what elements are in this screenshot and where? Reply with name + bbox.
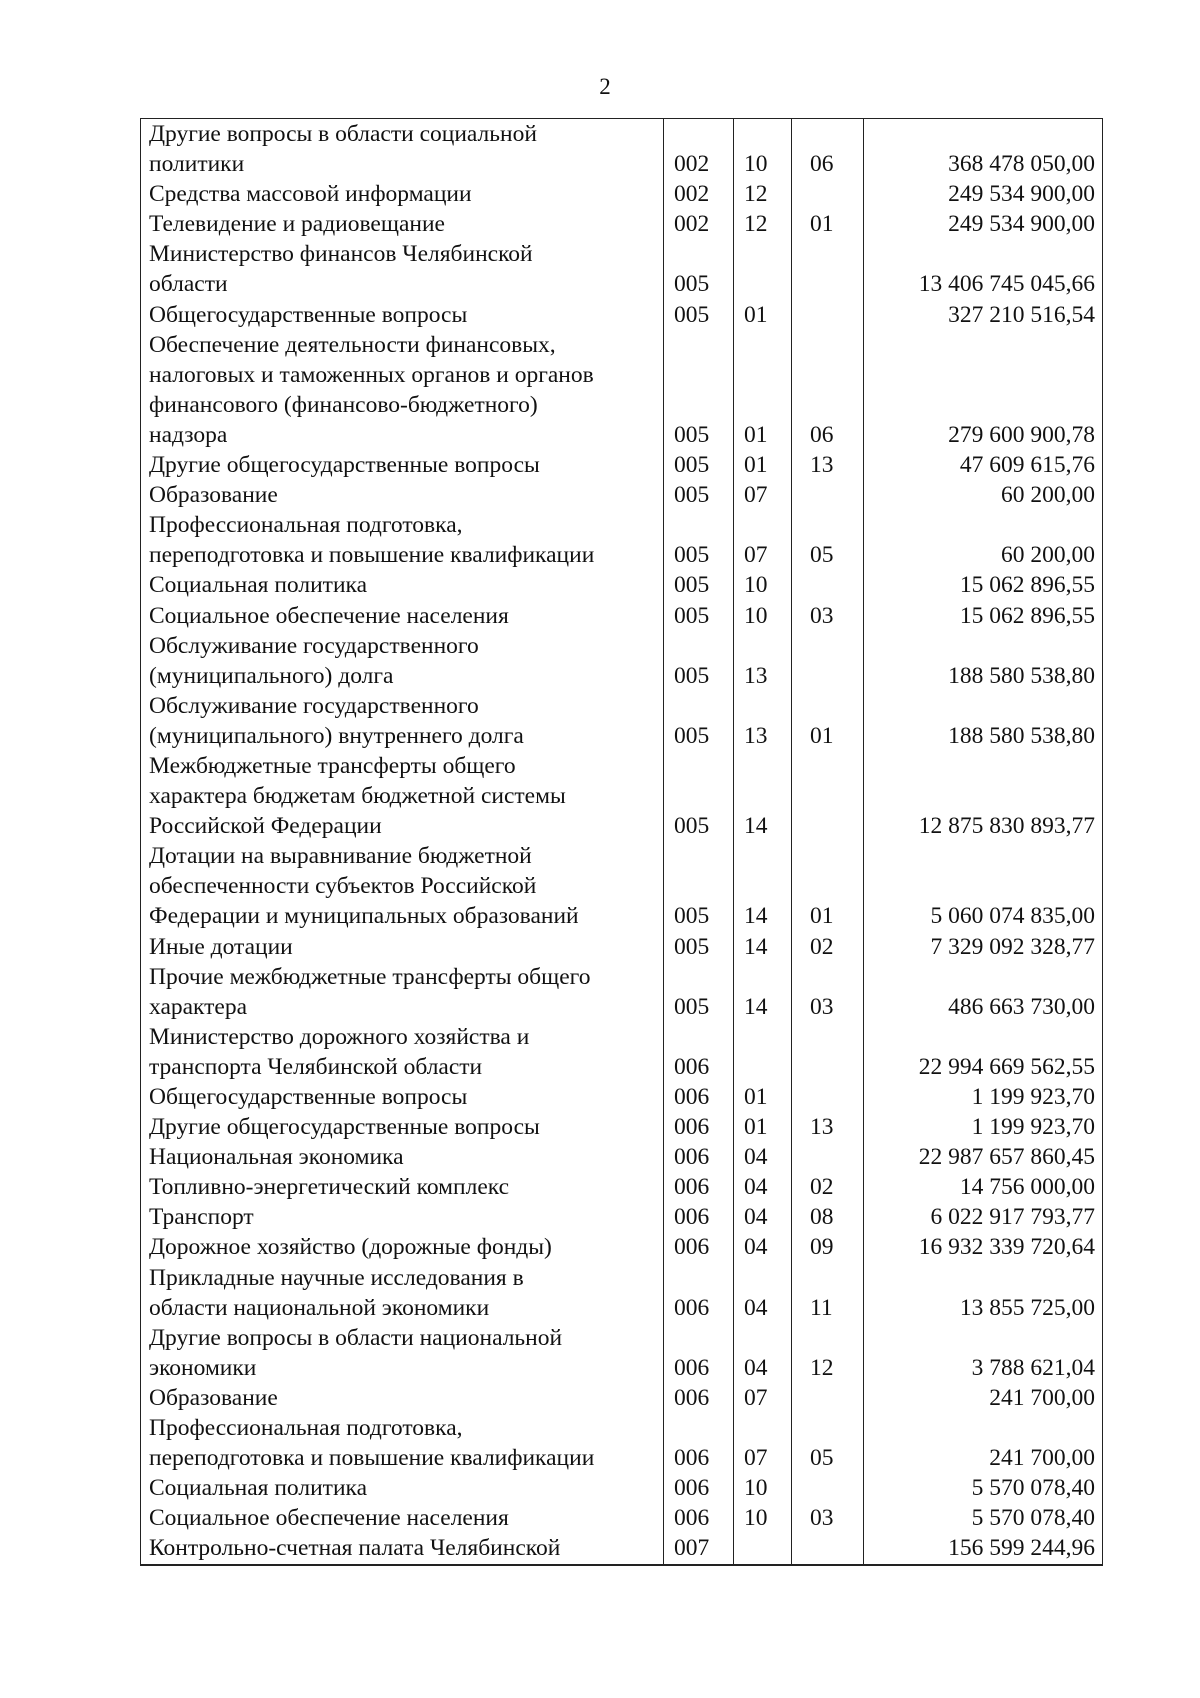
expense-name-cell: [141, 932, 664, 962]
amount-cell: 3 788 621,04: [864, 1323, 1103, 1383]
subsection-code-cell: [792, 1533, 864, 1564]
expense-name-line: Социальная политика: [149, 572, 368, 599]
section-code-cell: 01: [734, 1082, 792, 1112]
ministry-code-cell: 006: [664, 1232, 734, 1262]
table-row: [141, 450, 1103, 480]
subsection-code-cell: 13: [792, 450, 864, 480]
ministry-code-cell: 005: [664, 601, 734, 631]
table-row: [141, 1202, 1103, 1232]
expense-name-cell: [141, 1022, 664, 1082]
section-code-cell: 07: [734, 510, 792, 570]
ministry-code-cell: 006: [664, 1202, 734, 1232]
section-code-cell: 12: [734, 179, 792, 209]
ministry-code-cell: 005: [664, 751, 734, 841]
ministry-code-cell: 006: [664, 1082, 734, 1112]
amount-cell: 22 994 669 562,55: [864, 1022, 1103, 1082]
expense-name-line: Топливно-энергетический комплекс: [149, 1174, 510, 1201]
table-row: [141, 962, 1103, 1022]
amount-cell: 60 200,00: [864, 480, 1103, 510]
ministry-code-cell: 005: [664, 330, 734, 450]
expense-name-line: Федерации и муниципальных образований: [149, 903, 579, 930]
subsection-code-cell: [792, 1383, 864, 1413]
expense-name-line: финансового (финансово-бюджетного): [149, 391, 538, 418]
expense-name-line: Социальное обеспечение населения: [149, 602, 509, 629]
amount-cell: 15 062 896,55: [864, 570, 1103, 600]
expense-name-line: переподготовка и повышение квалификации: [149, 542, 595, 569]
expense-name-line: политики: [149, 151, 245, 178]
section-code-cell: 10: [734, 1503, 792, 1533]
section-code-cell: 01: [734, 450, 792, 480]
expense-name-cell: [141, 1142, 664, 1172]
section-code-cell: [734, 1022, 792, 1082]
section-code-cell: 01: [734, 300, 792, 330]
section-code-cell: 07: [734, 1383, 792, 1413]
expense-name-line: (муниципального) долга: [149, 662, 394, 689]
expense-name-line: транспорта Челябинской области: [149, 1053, 483, 1080]
amount-cell: 22 987 657 860,45: [864, 1142, 1103, 1172]
section-code-cell: 01: [734, 330, 792, 450]
expense-name-line: Профессиональная подготовка,: [149, 512, 463, 539]
table-row: [141, 1232, 1103, 1262]
subsection-code-cell: 03: [792, 1503, 864, 1533]
expense-name-line: Средства массовой информации: [149, 181, 472, 208]
section-code-cell: [734, 239, 792, 299]
budget-table-body: [141, 119, 1103, 1565]
expense-name-line: Национальная экономика: [149, 1144, 404, 1171]
expense-name-line: Иные дотации: [149, 933, 293, 960]
subsection-code-cell: 06: [792, 119, 864, 180]
expense-name-cell: [141, 601, 664, 631]
table-row: [141, 1413, 1103, 1473]
table-row: [141, 1082, 1103, 1112]
amount-cell: 156 599 244,96: [864, 1533, 1103, 1564]
table-row: [141, 1142, 1103, 1172]
expense-name-line: (муниципального) внутреннего долга: [149, 722, 524, 749]
expense-name-cell: [141, 179, 664, 209]
ministry-code-cell: 006: [664, 1413, 734, 1473]
expense-name-line: Другие вопросы в области социальной: [149, 121, 537, 147]
expense-name-cell: [141, 510, 664, 570]
amount-cell: 7 329 092 328,77: [864, 932, 1103, 962]
expense-name-cell: [141, 1413, 664, 1473]
table-row: [141, 1383, 1103, 1413]
subsection-code-cell: 01: [792, 209, 864, 239]
expense-name-line: Обслуживание государственного: [149, 632, 479, 659]
ministry-code-cell: 005: [664, 300, 734, 330]
expense-name-line: экономики: [149, 1354, 257, 1381]
amount-cell: 14 756 000,00: [864, 1172, 1103, 1202]
expense-name-line: Образование: [149, 482, 278, 509]
ministry-code-cell: 005: [664, 962, 734, 1022]
expense-name-cell: [141, 1383, 664, 1413]
ministry-code-cell: 005: [664, 932, 734, 962]
ministry-code-cell: 002: [664, 209, 734, 239]
section-code-cell: 10: [734, 601, 792, 631]
amount-cell: 6 022 917 793,77: [864, 1202, 1103, 1232]
expense-name-cell: [141, 962, 664, 1022]
expense-name-line: надзора: [149, 421, 228, 448]
expense-name-cell: [141, 1172, 664, 1202]
expense-name-line: Другие общегосударственные вопросы: [149, 1114, 540, 1141]
expense-name-line: Дотации на выравнивание бюджетной: [149, 843, 532, 870]
table-row: [141, 119, 1103, 180]
section-code-cell: 07: [734, 1413, 792, 1473]
table-row: [141, 1263, 1103, 1323]
expense-name-cell: [141, 1503, 664, 1533]
expense-name-cell: [141, 1232, 664, 1262]
section-code-cell: 10: [734, 119, 792, 180]
expense-name-cell: [141, 480, 664, 510]
section-code-cell: 04: [734, 1142, 792, 1172]
subsection-code-cell: [792, 631, 864, 691]
section-code-cell: 01: [734, 1112, 792, 1142]
expense-name-line: Обеспечение деятельности финансовых,: [149, 331, 556, 358]
expense-name-cell: [141, 209, 664, 239]
section-code-cell: 10: [734, 570, 792, 600]
expense-name-line: Другие общегосударственные вопросы: [149, 452, 540, 479]
ministry-code-cell: 006: [664, 1022, 734, 1082]
expense-name-line: налоговых и таможенных органов и органов: [149, 361, 594, 388]
subsection-code-cell: 12: [792, 1323, 864, 1383]
expense-name-cell: [141, 691, 664, 751]
subsection-code-cell: [792, 480, 864, 510]
expense-name-line: Министерство финансов Челябинской: [149, 241, 533, 268]
expense-name-line: Российской Федерации: [149, 813, 382, 840]
expense-name-cell: [141, 841, 664, 931]
amount-cell: 241 700,00: [864, 1413, 1103, 1473]
table-row: [141, 480, 1103, 510]
expense-name-cell: [141, 1112, 664, 1142]
table-row: [141, 601, 1103, 631]
section-code-cell: 04: [734, 1232, 792, 1262]
ministry-code-cell: 005: [664, 239, 734, 299]
expense-name-line: Телевидение и радиовещание: [149, 211, 445, 238]
amount-cell: 188 580 538,80: [864, 691, 1103, 751]
subsection-code-cell: 13: [792, 1112, 864, 1142]
expense-name-cell: [141, 1082, 664, 1112]
expense-name-cell: [141, 1263, 664, 1323]
table-row: [141, 510, 1103, 570]
ministry-code-cell: 005: [664, 510, 734, 570]
expense-name-cell: [141, 631, 664, 691]
subsection-code-cell: 05: [792, 1413, 864, 1473]
table-row: [141, 1022, 1103, 1082]
ministry-code-cell: 005: [664, 450, 734, 480]
expense-name-line: Другие вопросы в области национальной: [149, 1324, 563, 1351]
expense-name-cell: [141, 239, 664, 299]
ministry-code-cell: 006: [664, 1142, 734, 1172]
subsection-code-cell: [792, 751, 864, 841]
section-code-cell: 14: [734, 751, 792, 841]
section-code-cell: 13: [734, 691, 792, 751]
table-row: [141, 239, 1103, 299]
expense-name-cell: [141, 119, 664, 180]
ministry-code-cell: 006: [664, 1112, 734, 1142]
table-row: [141, 1323, 1103, 1383]
expense-name-cell: [141, 570, 664, 600]
expense-name-line: области: [149, 271, 228, 298]
expense-name-line: Социальное обеспечение населения: [149, 1505, 509, 1532]
amount-cell: 188 580 538,80: [864, 631, 1103, 691]
amount-cell: 13 406 745 045,66: [864, 239, 1103, 299]
expense-name-line: характера бюджетам бюджетной системы: [149, 783, 566, 810]
subsection-code-cell: 01: [792, 691, 864, 751]
subsection-code-cell: [792, 570, 864, 600]
section-code-cell: 07: [734, 480, 792, 510]
section-code-cell: 12: [734, 209, 792, 239]
amount-cell: 249 534 900,00: [864, 179, 1103, 209]
subsection-code-cell: 06: [792, 330, 864, 450]
amount-cell: 241 700,00: [864, 1383, 1103, 1413]
expense-name-line: Образование: [149, 1384, 278, 1411]
ministry-code-cell: 006: [664, 1172, 734, 1202]
expense-name-cell: [141, 450, 664, 480]
subsection-code-cell: [792, 239, 864, 299]
amount-cell: 1 199 923,70: [864, 1082, 1103, 1112]
table-row: [141, 1533, 1103, 1564]
expense-name-line: Транспорт: [149, 1204, 254, 1231]
table-row: [141, 841, 1103, 931]
expense-name-cell: [141, 1473, 664, 1503]
expense-name-cell: [141, 300, 664, 330]
section-code-cell: 10: [734, 1473, 792, 1503]
subsection-code-cell: [792, 1142, 864, 1172]
subsection-code-cell: [792, 300, 864, 330]
table-row: [141, 691, 1103, 751]
section-code-cell: 14: [734, 962, 792, 1022]
section-code-cell: 04: [734, 1323, 792, 1383]
expense-name-cell: [141, 751, 664, 841]
table-row: [141, 631, 1103, 691]
amount-cell: 1 199 923,70: [864, 1112, 1103, 1142]
table-row: [141, 179, 1103, 209]
table-row: [141, 1473, 1103, 1503]
expense-name-line: Общегосударственные вопросы: [149, 301, 468, 328]
subsection-code-cell: 09: [792, 1232, 864, 1262]
table-row: [141, 1112, 1103, 1142]
subsection-code-cell: 08: [792, 1202, 864, 1232]
expense-name-line: Прикладные научные исследования в: [149, 1264, 524, 1291]
subsection-code-cell: 02: [792, 932, 864, 962]
subsection-code-cell: [792, 1082, 864, 1112]
expense-name-line: Социальная политика: [149, 1475, 368, 1502]
table-row: [141, 932, 1103, 962]
amount-cell: 13 855 725,00: [864, 1263, 1103, 1323]
ministry-code-cell: 006: [664, 1383, 734, 1413]
expense-name-line: Обслуживание государственного: [149, 692, 479, 719]
expense-name-cell: [141, 1533, 664, 1564]
subsection-code-cell: 05: [792, 510, 864, 570]
amount-cell: 327 210 516,54: [864, 300, 1103, 330]
table-row: [141, 570, 1103, 600]
expense-name-line: Контрольно-счетная палата Челябинской: [149, 1535, 561, 1562]
ministry-code-cell: 005: [664, 631, 734, 691]
amount-cell: 279 600 900,78: [864, 330, 1103, 450]
ministry-code-cell: 002: [664, 119, 734, 180]
section-code-cell: 04: [734, 1263, 792, 1323]
ministry-code-cell: 005: [664, 841, 734, 931]
expense-name-cell: [141, 1323, 664, 1383]
amount-cell: 15 062 896,55: [864, 601, 1103, 631]
expense-name-line: Профессиональная подготовка,: [149, 1415, 463, 1442]
table-row: [141, 330, 1103, 450]
subsection-code-cell: [792, 1022, 864, 1082]
amount-cell: 368 478 050,00: [864, 119, 1103, 180]
expense-name-line: Общегосударственные вопросы: [149, 1084, 468, 1110]
ministry-code-cell: 006: [664, 1473, 734, 1503]
expense-name-cell: [141, 1202, 664, 1232]
subsection-code-cell: 03: [792, 962, 864, 1022]
section-code-cell: 14: [734, 932, 792, 962]
subsection-code-cell: 02: [792, 1172, 864, 1202]
subsection-code-cell: 03: [792, 601, 864, 631]
amount-cell: 5 570 078,40: [864, 1503, 1103, 1533]
ministry-code-cell: 006: [664, 1263, 734, 1323]
amount-cell: 486 663 730,00: [864, 962, 1103, 1022]
amount-cell: 47 609 615,76: [864, 450, 1103, 480]
section-code-cell: [734, 1533, 792, 1564]
table-row: [141, 300, 1103, 330]
expense-name-line: Министерство дорожного хозяйства и: [149, 1023, 530, 1050]
section-code-cell: 14: [734, 841, 792, 931]
expense-name-line: Прочие межбюджетные трансферты общего: [149, 963, 591, 990]
budget-table: [140, 118, 1103, 1566]
subsection-code-cell: 11: [792, 1263, 864, 1323]
expense-name-line: области национальной экономики: [149, 1294, 490, 1321]
section-code-cell: 04: [734, 1172, 792, 1202]
amount-cell: 12 875 830 893,77: [864, 751, 1103, 841]
ministry-code-cell: 005: [664, 480, 734, 510]
page-number: 2: [599, 74, 611, 99]
expense-name-line: характера: [149, 993, 248, 1020]
ministry-code-cell: 002: [664, 179, 734, 209]
ministry-code-cell: 006: [664, 1323, 734, 1383]
amount-cell: 60 200,00: [864, 510, 1103, 570]
section-code-cell: 04: [734, 1202, 792, 1232]
table-row: [141, 209, 1103, 239]
ministry-code-cell: 005: [664, 691, 734, 751]
table-row: [141, 751, 1103, 841]
amount-cell: 249 534 900,00: [864, 209, 1103, 239]
expense-name-line: Межбюджетные трансферты общего: [149, 752, 516, 779]
ministry-code-cell: 006: [664, 1503, 734, 1533]
amount-cell: 5 570 078,40: [864, 1473, 1103, 1503]
expense-name-line: переподготовка и повышение квалификации: [149, 1445, 595, 1472]
amount-cell: 16 932 339 720,64: [864, 1232, 1103, 1262]
table-row: [141, 1503, 1103, 1533]
expense-name-cell: [141, 330, 664, 450]
amount-cell: 5 060 074 835,00: [864, 841, 1103, 931]
subsection-code-cell: 01: [792, 841, 864, 931]
expense-name-line: Дорожное хозяйство (дорожные фонды): [149, 1234, 552, 1261]
expense-name-line: обеспеченности субъектов Российской: [149, 873, 537, 900]
table-row: [141, 1172, 1103, 1202]
subsection-code-cell: [792, 1473, 864, 1503]
section-code-cell: 13: [734, 631, 792, 691]
subsection-code-cell: [792, 179, 864, 209]
ministry-code-cell: 007: [664, 1533, 734, 1564]
ministry-code-cell: 005: [664, 570, 734, 600]
